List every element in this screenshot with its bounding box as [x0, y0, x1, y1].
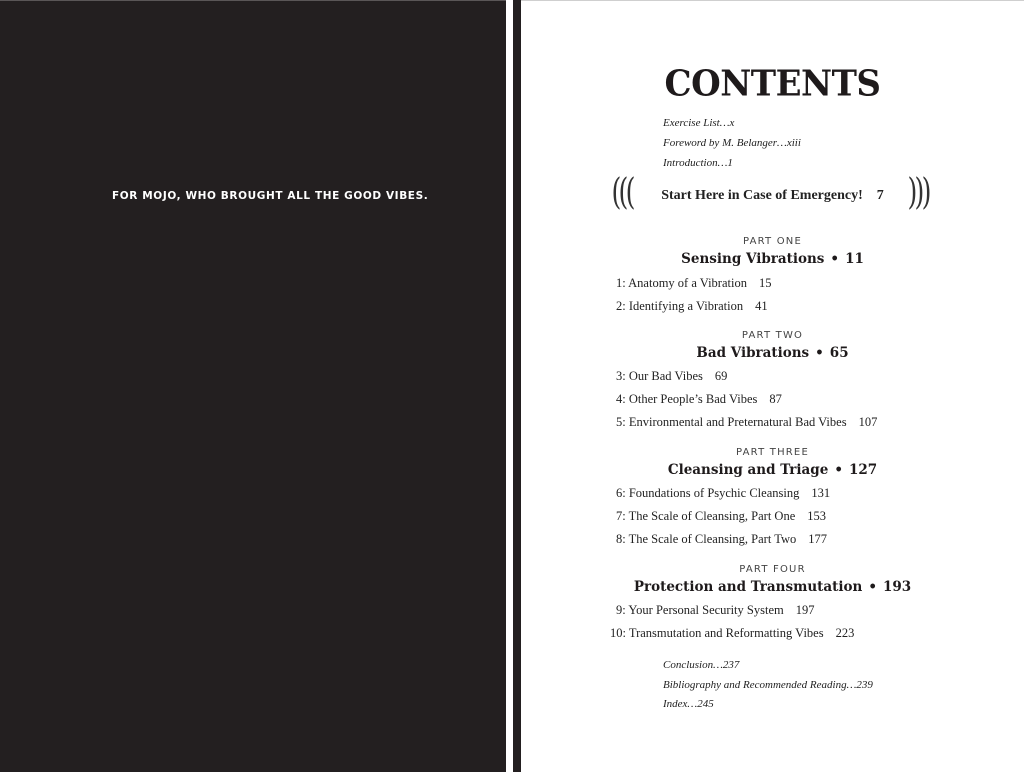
- separator-dot: •: [815, 345, 824, 361]
- separator-dot: •: [834, 462, 843, 478]
- chapter-label: 3: Our Bad Vibes: [616, 369, 703, 383]
- part-four-label: PART FOUR: [739, 564, 806, 575]
- part-one-title: [521, 251, 1024, 267]
- emergency-label: Start Here in Case of Emergency!: [661, 188, 863, 203]
- emergency-entry: [521, 188, 1024, 204]
- chapter-5: [616, 415, 877, 430]
- chapter-label: 5: Environmental and Preternatural Bad Vibes: [616, 415, 847, 429]
- part-one-label: PART ONE: [742, 236, 802, 247]
- separator-dot: •: [830, 251, 840, 267]
- chapter-page: 87: [769, 392, 782, 406]
- chapter-label: 8: The Scale of Cleansing, Part Two: [616, 532, 797, 546]
- chapter-4: [616, 392, 782, 407]
- part-title-text: Sensing Vibrations: [681, 251, 825, 267]
- part-title-text: Bad Vibrations: [696, 345, 810, 361]
- chapter-page: 197: [795, 603, 815, 617]
- chapter-label: 4: Other People’s Bad Vibes: [616, 392, 758, 406]
- gutter: [506, 0, 513, 772]
- part-three-label: PART THREE: [736, 447, 809, 458]
- chapter-page: 177: [808, 532, 827, 546]
- right-page: [521, 0, 1024, 772]
- chapter-1: [616, 276, 771, 291]
- part-page: 193: [882, 579, 912, 595]
- part-three-title: [521, 462, 1024, 478]
- part-page: 11: [845, 251, 864, 267]
- separator-dot: •: [868, 579, 877, 595]
- part-page: 127: [848, 462, 878, 478]
- chapter-10: [610, 626, 854, 641]
- front-matter-foreword: Foreword by M. Belanger…xiii: [663, 137, 801, 149]
- chapter-label: 1: Anatomy of a Vibration: [616, 276, 747, 290]
- chapter-8: [616, 532, 827, 547]
- part-title-text: Cleansing and Triage: [667, 462, 829, 478]
- chapter-7: [616, 509, 826, 524]
- back-matter-bibliography: Bibliography and Recommended Reading…239: [663, 679, 873, 691]
- chapter-label: 7: The Scale of Cleansing, Part One: [616, 509, 796, 523]
- right-vibration-decoration: ))): [907, 172, 929, 213]
- chapter-page: 69: [714, 369, 728, 383]
- contents-title: CONTENTS: [664, 63, 881, 105]
- front-matter-introduction: Introduction…1: [663, 157, 733, 169]
- dedication: FOR MOJO, WHO BROUGHT ALL THE GOOD VIBES.: [112, 190, 429, 202]
- back-matter-index: Index…245: [663, 698, 714, 710]
- chapter-page: 153: [807, 509, 826, 523]
- gutter-rule: [513, 0, 521, 772]
- chapter-label: 9: Your Personal Security System: [616, 603, 784, 617]
- part-four-title: [521, 579, 1024, 595]
- chapter-9: [616, 603, 814, 618]
- chapter-2: [616, 299, 768, 314]
- part-two-title: [521, 345, 1024, 361]
- chapter-page: 131: [811, 486, 831, 500]
- chapter-page: 15: [758, 276, 772, 290]
- emergency-page: 7: [876, 188, 884, 203]
- chapter-page: 107: [858, 415, 878, 429]
- chapter-page: 223: [835, 626, 855, 640]
- chapter-label: 2: Identifying a Vibration: [616, 299, 744, 313]
- chapter-3: [616, 369, 727, 384]
- part-title-text: Protection and Transmutation: [633, 579, 863, 595]
- chapter-6: [616, 486, 830, 501]
- part-page: 65: [829, 345, 849, 361]
- chapter-label: 10: Transmutation and Reformatting Vibes: [610, 626, 824, 640]
- left-page: [0, 0, 506, 772]
- part-two-label: PART TWO: [741, 330, 804, 341]
- back-matter-conclusion: Conclusion…237: [663, 659, 740, 671]
- chapter-label: 6: Foundations of Psychic Cleansing: [616, 486, 800, 500]
- front-matter-exercise-list: Exercise List…x: [663, 117, 735, 129]
- left-vibration-decoration: (((: [611, 172, 633, 213]
- chapter-page: 41: [755, 299, 768, 313]
